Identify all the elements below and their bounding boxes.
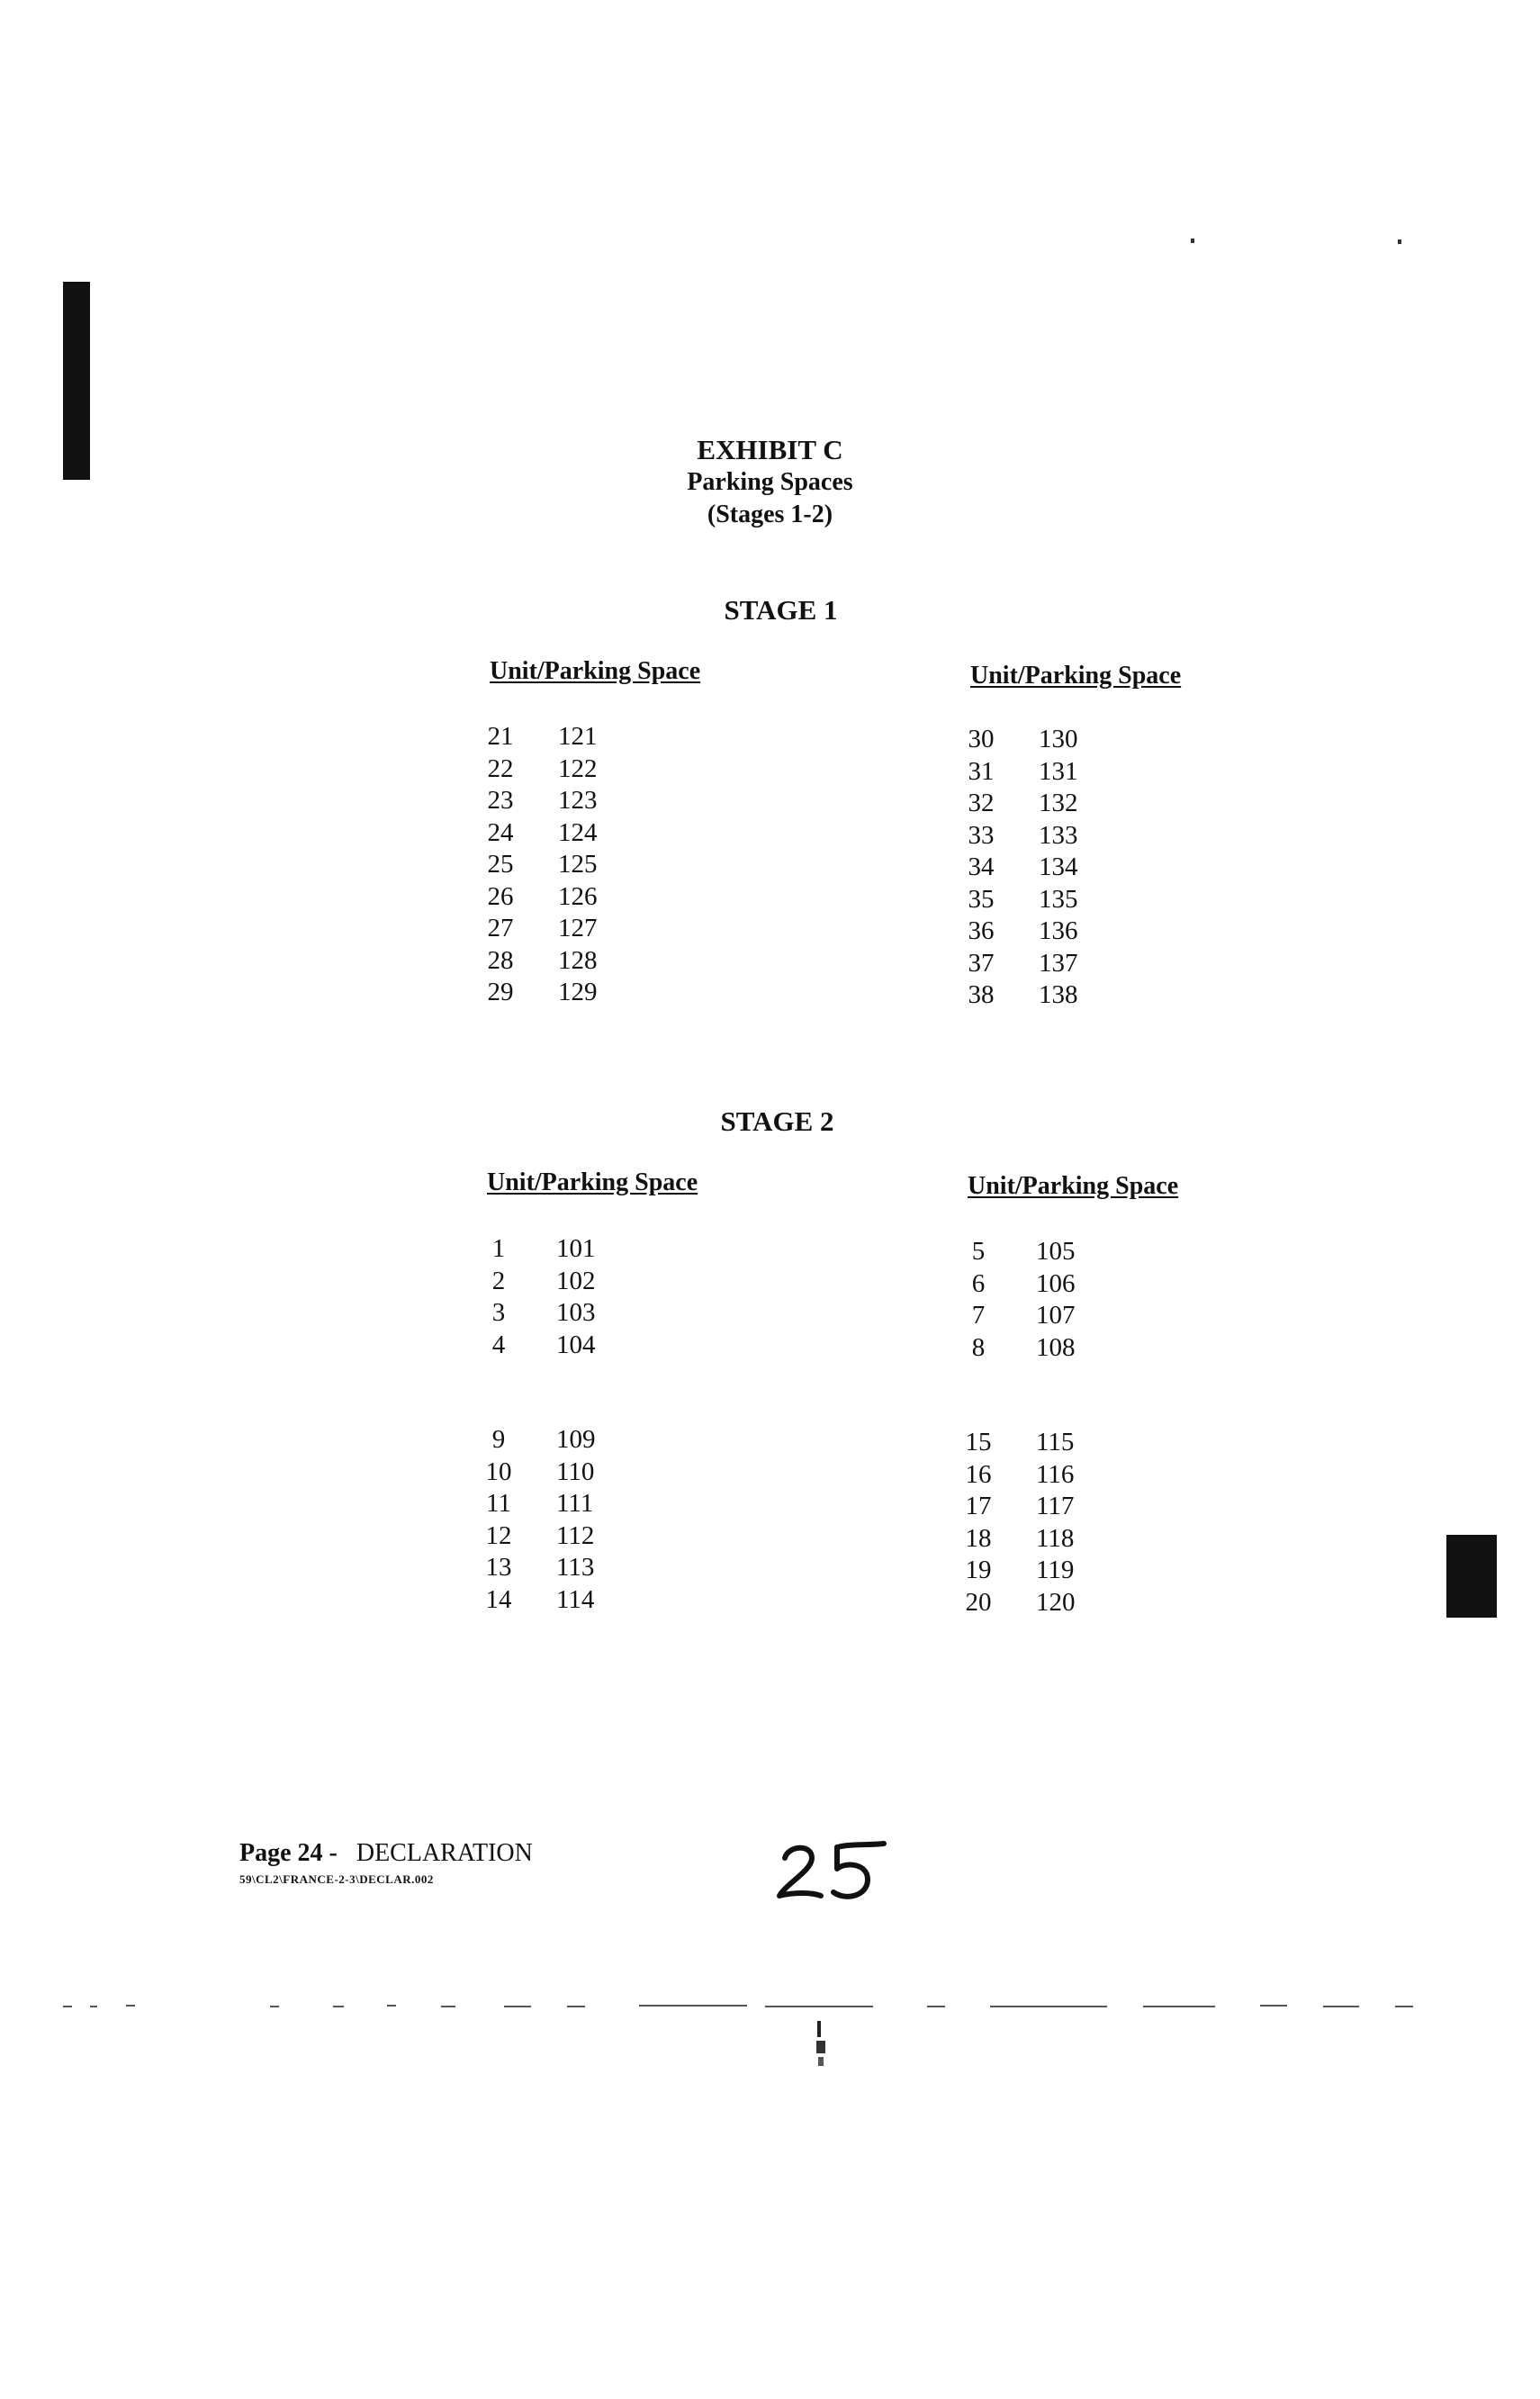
unit-number: 1: [491, 1234, 506, 1263]
unit-number: 27: [487, 914, 514, 942]
parking-space-number: 117: [1036, 1492, 1075, 1520]
stage2-heading: STAGE 2: [720, 1105, 834, 1137]
list-item: [959, 884, 1166, 916]
handwritten-page-number: [774, 1836, 900, 1908]
unit-number: 15: [965, 1428, 992, 1457]
parking-space-number: 138: [1039, 980, 1078, 1009]
unit-number: 12: [485, 1520, 512, 1550]
parking-space-number: 129: [558, 978, 598, 1006]
unit-number: 30: [968, 725, 995, 753]
stage2-right-column-header: Unit/Parking Space: [968, 1172, 1179, 1200]
parking-space-number: 126: [558, 881, 598, 911]
parking-space-number: 135: [1039, 884, 1078, 914]
parking-space-number: 120: [1036, 1587, 1076, 1617]
unit-number: 28: [487, 945, 514, 975]
parking-space-number: 109: [556, 1425, 596, 1454]
unit-number: 32: [968, 789, 995, 817]
parking-space-number: 105: [1036, 1237, 1076, 1266]
parking-space-number: 101: [556, 1234, 596, 1263]
parking-space-number: 106: [1036, 1268, 1076, 1298]
list-item: [957, 1555, 1164, 1587]
unit-number: 23: [487, 786, 514, 815]
list-item: [477, 1584, 684, 1617]
unit-number: 5: [971, 1237, 986, 1266]
scan-noise-line: [63, 2003, 1449, 2010]
unit-number: 11: [486, 1489, 511, 1518]
list-item: [479, 785, 686, 817]
unit-number: 13: [485, 1553, 512, 1582]
parking-space-number: 133: [1039, 820, 1078, 850]
parking-space-number: 111: [556, 1489, 594, 1518]
stage2-left-list-b: [477, 1424, 684, 1616]
parking-space-number: 104: [556, 1330, 596, 1359]
list-item: [479, 945, 686, 978]
stage1-left-column-header: Unit/Parking Space: [490, 657, 701, 685]
list-item: [959, 852, 1166, 884]
list-item: [477, 1520, 684, 1553]
parking-space-number: 127: [558, 914, 598, 942]
parking-space-number: 119: [1036, 1556, 1075, 1584]
parking-space-number: 110: [556, 1457, 595, 1486]
list-item: [479, 817, 686, 850]
unit-number: 21: [487, 722, 514, 751]
unit-number: 18: [965, 1523, 992, 1553]
parking-space-number: 108: [1036, 1332, 1076, 1362]
unit-number: 38: [968, 980, 995, 1009]
scan-speck: [1398, 239, 1401, 244]
list-item: [477, 1488, 684, 1520]
parking-space-number: 123: [558, 786, 598, 815]
parking-space-number: 107: [1036, 1301, 1076, 1330]
parking-space-number: 124: [558, 817, 598, 847]
parking-space-number: 102: [556, 1266, 596, 1295]
list-item: [477, 1233, 684, 1266]
parking-space-number: 125: [558, 850, 598, 879]
list-item: [477, 1266, 684, 1298]
scan-mark: [815, 2021, 827, 2068]
stage1-left-list: [479, 721, 686, 1009]
parking-space-number: 137: [1039, 948, 1078, 978]
unit-number: 25: [487, 850, 514, 879]
list-item: [957, 1268, 1164, 1301]
parking-space-number: 122: [558, 753, 598, 783]
footer-doc-title: DECLARATION: [356, 1839, 533, 1867]
parking-space-number: 116: [1036, 1459, 1075, 1489]
list-item: [959, 788, 1166, 820]
unit-number: 4: [491, 1330, 506, 1359]
list-item: [959, 756, 1166, 789]
footer-file-path: 59\CL2\FRANCE-2-3\DECLAR.002: [239, 1872, 434, 1886]
unit-number: 35: [968, 884, 995, 914]
parking-space-number: 128: [558, 945, 598, 975]
unit-number: 8: [971, 1332, 986, 1362]
list-item: [959, 820, 1166, 852]
list-item: [479, 977, 686, 1009]
parking-space-number: 118: [1036, 1523, 1075, 1553]
list-item: [477, 1457, 684, 1489]
list-item: [957, 1427, 1164, 1459]
list-item: [957, 1236, 1164, 1268]
unit-number: 14: [485, 1584, 512, 1614]
unit-number: 24: [487, 817, 514, 847]
unit-number: 9: [491, 1425, 506, 1454]
parking-space-number: 114: [556, 1584, 595, 1614]
list-item: [959, 948, 1166, 980]
list-item: [479, 881, 686, 914]
parking-space-number: 131: [1039, 756, 1078, 786]
stage2-left-list-a: [477, 1233, 684, 1361]
list-item: [959, 979, 1166, 1012]
list-item: [957, 1491, 1164, 1523]
parking-space-number: 121: [558, 722, 598, 751]
unit-number: 37: [968, 948, 995, 978]
list-item: [479, 753, 686, 786]
footer-page-line: [239, 1839, 533, 1868]
stage2-right-list-b: [957, 1427, 1164, 1619]
list-item: [957, 1459, 1164, 1492]
footer-page-label: Page 24 -: [239, 1839, 338, 1867]
unit-number: 20: [965, 1587, 992, 1617]
unit-number: 7: [971, 1301, 986, 1330]
unit-number: 16: [965, 1459, 992, 1489]
unit-number: 31: [968, 756, 995, 786]
unit-number: 36: [968, 916, 995, 945]
unit-number: 19: [965, 1556, 992, 1584]
unit-number: 29: [487, 978, 514, 1006]
parking-space-number: 136: [1039, 916, 1078, 945]
list-item: [957, 1587, 1164, 1619]
unit-number: 10: [485, 1457, 512, 1486]
list-item: [479, 721, 686, 753]
scan-speck: [1191, 239, 1194, 243]
stage1-right-list: [959, 724, 1166, 1012]
parking-space-number: 130: [1039, 725, 1078, 753]
list-item: [957, 1523, 1164, 1556]
parking-space-number: 103: [556, 1298, 596, 1327]
parking-space-number: 113: [556, 1553, 595, 1582]
unit-number: 6: [971, 1268, 986, 1298]
exhibit-subtitle: Parking Spaces: [687, 468, 853, 496]
parking-space-number: 132: [1039, 789, 1078, 817]
list-item: [477, 1297, 684, 1330]
unit-number: 33: [968, 820, 995, 850]
unit-number: 26: [487, 881, 514, 911]
parking-space-number: 134: [1039, 852, 1078, 881]
stage1-heading: STAGE 1: [724, 594, 838, 626]
stage2-right-list-a: [957, 1236, 1164, 1364]
parking-space-number: 112: [556, 1520, 595, 1550]
stage1-right-column-header: Unit/Parking Space: [970, 662, 1182, 690]
unit-number: 34: [968, 852, 995, 881]
scan-edge-bar-right: [1446, 1535, 1497, 1618]
list-item: [957, 1300, 1164, 1332]
list-item: [477, 1330, 684, 1362]
list-item: [957, 1332, 1164, 1365]
exhibit-stages-note: (Stages 1-2): [707, 501, 833, 528]
stage2-left-column-header: Unit/Parking Space: [487, 1168, 698, 1196]
unit-number: 3: [491, 1298, 506, 1327]
list-item: [479, 849, 686, 881]
unit-number: 22: [487, 753, 514, 783]
list-item: [959, 724, 1166, 756]
exhibit-title: EXHIBIT C: [697, 434, 843, 465]
list-item: [477, 1424, 684, 1457]
list-item: [477, 1552, 684, 1584]
list-item: [959, 915, 1166, 948]
parking-space-number: 115: [1036, 1428, 1075, 1457]
unit-number: 17: [965, 1492, 992, 1520]
list-item: [479, 913, 686, 945]
unit-number: 2: [491, 1266, 506, 1295]
